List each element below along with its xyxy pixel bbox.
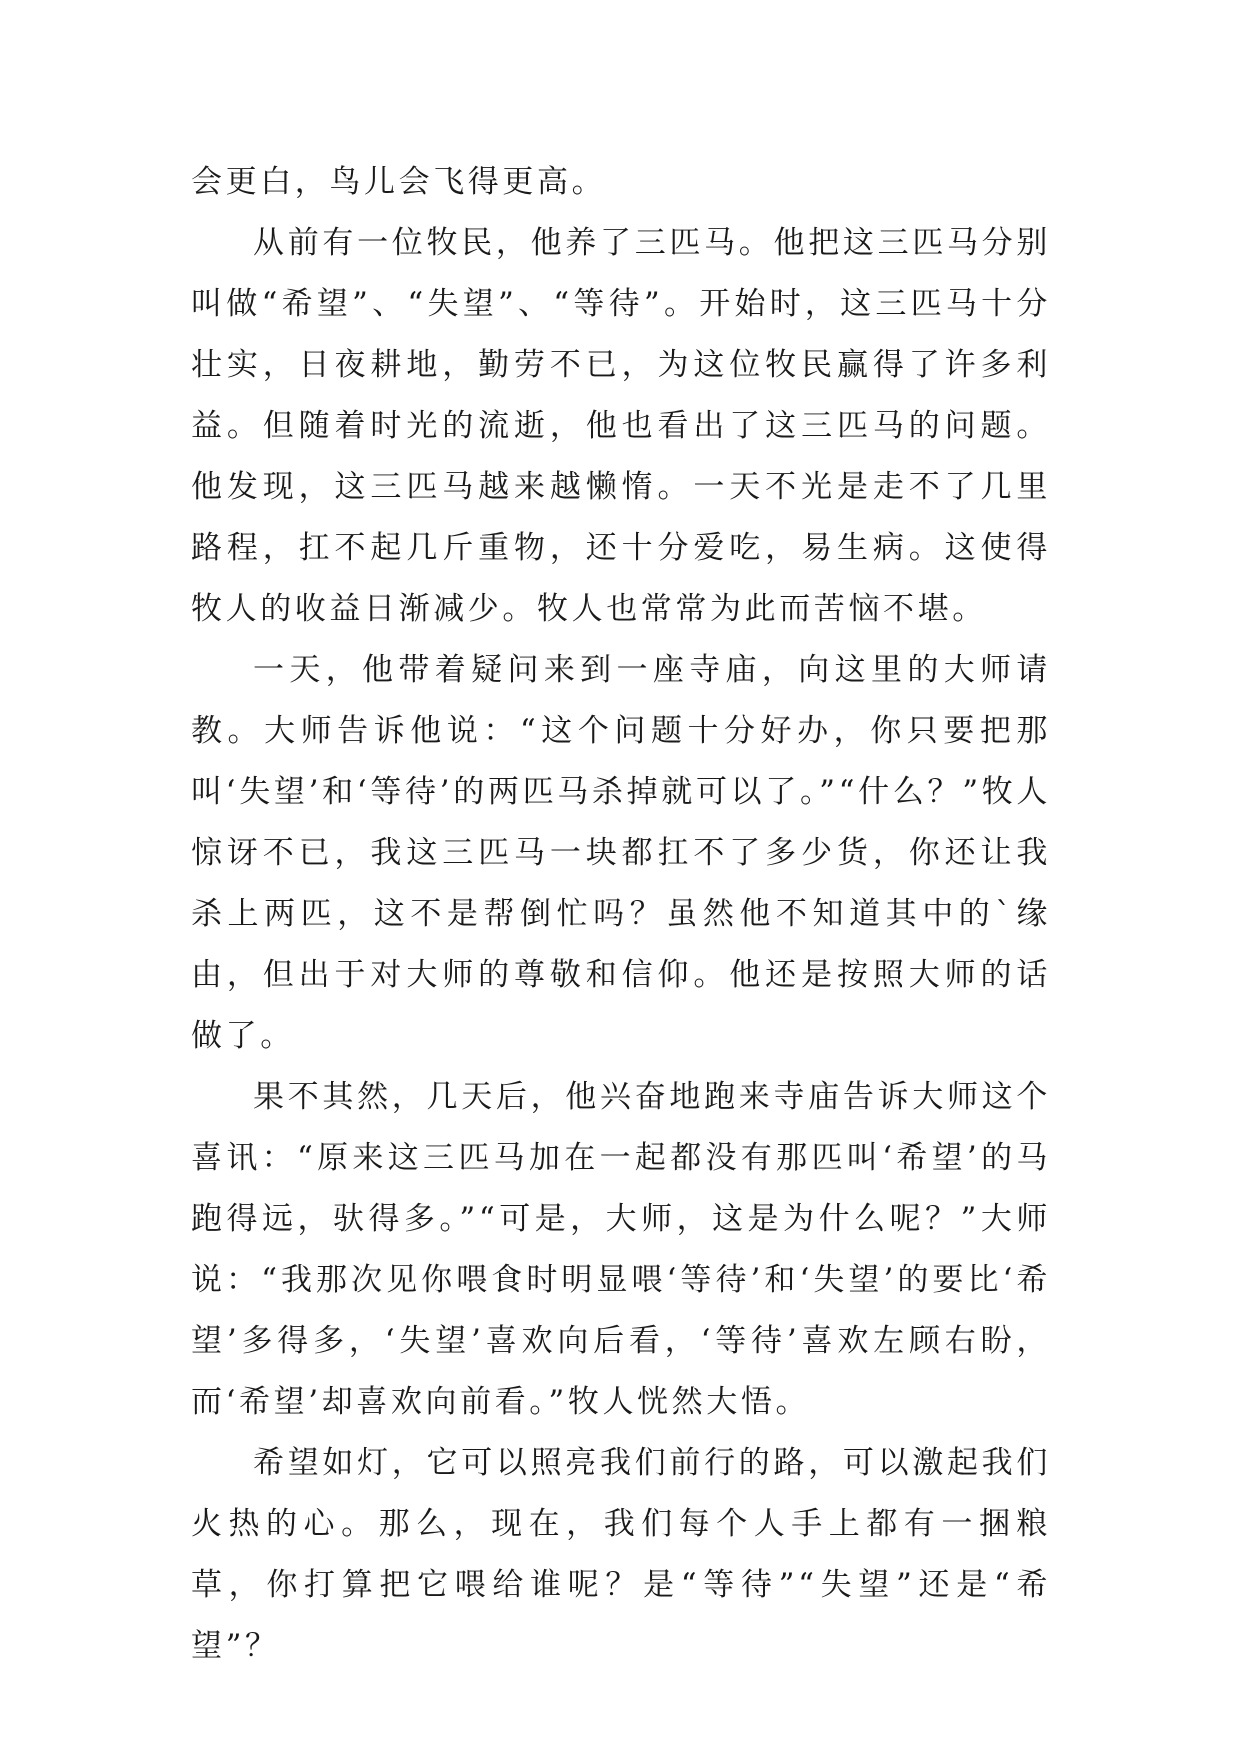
paragraph-good-news: 果不其然，几天后，他兴奋地跑来寺庙告诉大师这个喜讯：“原来这三匹马加在一起都没有那匹叫‘希望’的马跑得远，驮得多。”“可是，大师，这是为什么呢？”大师说：“我那次见你喂食时明显喂‘等待’和‘失望’的要比‘希望’多得多，‘失望’喜欢向后看，‘等待’喜欢左顾右盼，而‘希望’却喜欢向前看。”牧人恍然大悟。 — [191, 1079, 1051, 1420]
paragraph-conclusion: 希望如灯，它可以照亮我们前行的路，可以激起我们火热的心。那么，现在，我们每个人手上都有一捆粮草，你打算把它喂给谁呢？是“等待”“失望”还是“希望”？ — [191, 1445, 1051, 1664]
paragraph-continuation: 会更白，鸟儿会飞得更高。 — [191, 164, 607, 200]
paragraph-temple-visit: 一天，他带着疑问来到一座寺庙，向这里的大师请教。大师告诉他说：“这个问题十分好办，你只要把那叫‘失望’和‘等待’的两匹马杀掉就可以了。”“什么？”牧人惊讶不已，我这三匹马一块都扛不了多少货，你还让我杀上两匹，这不是帮倒忙吗？虽然他不知道其中的`缘由，但出于对大师的尊敬和信仰。他还是按照大师的话做了。 — [191, 652, 1051, 1054]
document-body — [191, 152, 1051, 1677]
paragraph-herdsman-horses: 从前有一位牧民，他养了三匹马。他把这三匹马分别叫做“希望”、“失望”、“等待”。开始时，这三匹马十分壮实，日夜耕地，勤劳不已，为这位牧民赢得了许多利益。但随着时光的流逝，他也看出了这三匹马的问题。他发现，这三匹马越来越懒惰。一天不光是走不了几里路程，扛不起几斤重物，还十分爱吃，易生病。这使得牧人的收益日渐减少。牧人也常常为此而苦恼不堪。 — [191, 225, 1051, 627]
